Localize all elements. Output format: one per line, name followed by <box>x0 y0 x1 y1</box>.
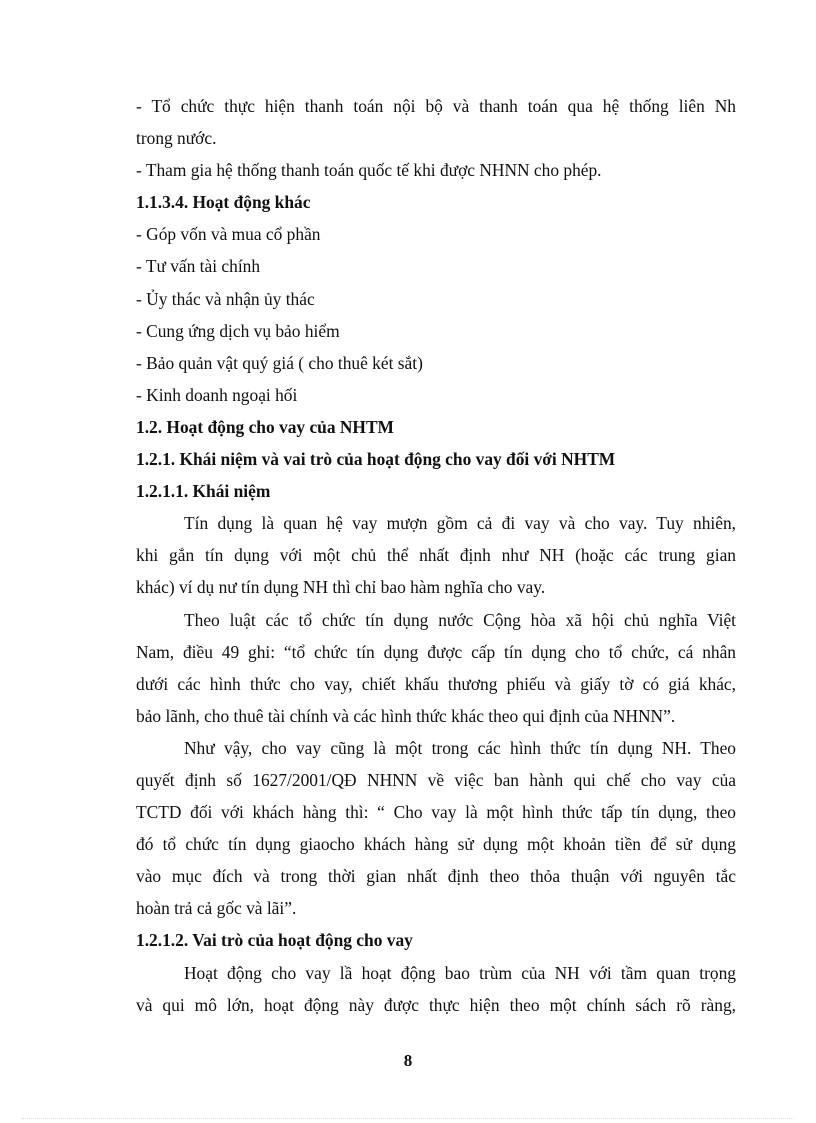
paragraph-line: TCTD đối với khách hàng thì: “ Cho vay là một hình thức tấp tín dụng, theo <box>136 802 736 823</box>
text-line: - Tổ chức thực hiện thanh toán nội bộ và thanh toán qua hệ thống liên Nh <box>136 96 736 116</box>
section-heading: 1.2.1.1. Khái niệm <box>136 481 271 502</box>
bullet-item: - Kinh doanh ngoại hối <box>136 384 298 405</box>
bullet-item: - Bảo quản vật quý giá ( cho thuê két sắt) <box>136 352 423 373</box>
section-heading: 1.1.3.4. Hoạt động khác <box>136 192 311 213</box>
section-heading: 1.2.1.2. Vai trò của hoạt động cho vay <box>136 930 413 951</box>
section-heading: 1.2.1. Khái niệm và vai trò của hoạt động cho vay đối với NHTM <box>136 449 616 470</box>
paragraph-line: dưới các hình thức cho vay, chiết khấu thương phiếu và giấy tờ có giá khác, <box>136 673 736 694</box>
paragraph-line: vào mục đích và trong thời gian nhất định theo thỏa thuận với nguyên tắc <box>136 866 736 887</box>
text-line: - Tham gia hệ thống thanh toán quốc tế khi được NHNN cho phép. <box>136 160 602 181</box>
paragraph-line: quyết định số 1627/2001/QĐ NHNN về việc ban hành qui chế cho vay của <box>136 769 736 790</box>
paragraph-line: bảo lãnh, cho thuê tài chính và các hình thức khác theo qui định của NHNN”. <box>136 705 676 726</box>
page-bottom-divider <box>22 1118 794 1119</box>
paragraph-line: Theo luật các tổ chức tín dụng nước Cộng hòa xã hội chủ nghĩa Việt <box>184 609 736 630</box>
document-body <box>136 92 736 1023</box>
paragraph-line: và qui mô lớn, hoạt động này được thực hiện theo một chính sách rõ ràng, <box>136 994 736 1015</box>
bullet-item: - Tư vấn tài chính <box>136 256 261 277</box>
paragraph-line: Tín dụng là quan hệ vay mượn gồm cả đi vay và cho vay. Tuy nhiên, <box>184 513 736 534</box>
paragraph-line: khác) ví dụ nư tín dụng NH thì chỉ bao hàm nghĩa cho vay. <box>136 577 546 598</box>
bullet-item: - Góp vốn và mua cổ phần <box>136 224 321 245</box>
text-line: trong nước. <box>136 128 217 149</box>
paragraph-line: Hoạt động cho vay lầ hoạt động bao trùm của NH với tầm quan trọng <box>184 962 736 983</box>
paragraph-line: khi gắn tín dụng với một chủ thể nhất định như NH (hoặc các trung gian <box>136 545 736 566</box>
bullet-item: - Ủy thác và nhận ủy thác <box>136 288 315 309</box>
page-number: 8 <box>403 1051 413 1070</box>
paragraph-line: đó tổ chức tín dụng giaocho khách hàng sử dụng một khoản tiền để sử dụng <box>136 834 736 855</box>
bullet-item: - Cung ứng dịch vụ bảo hiểm <box>136 320 340 341</box>
section-heading: 1.2. Hoạt động cho vay của NHTM <box>136 416 394 437</box>
paragraph-line: Nam, điều 49 ghi: “tổ chức tín dụng được cấp tín dụng cho tổ chức, cá nhân <box>136 641 736 662</box>
paragraph-line: Như vậy, cho vay cũng là một trong các hình thức tín dụng NH. Theo <box>184 737 736 758</box>
paragraph-line: hoàn trả cả gốc và lãi”. <box>136 898 297 919</box>
